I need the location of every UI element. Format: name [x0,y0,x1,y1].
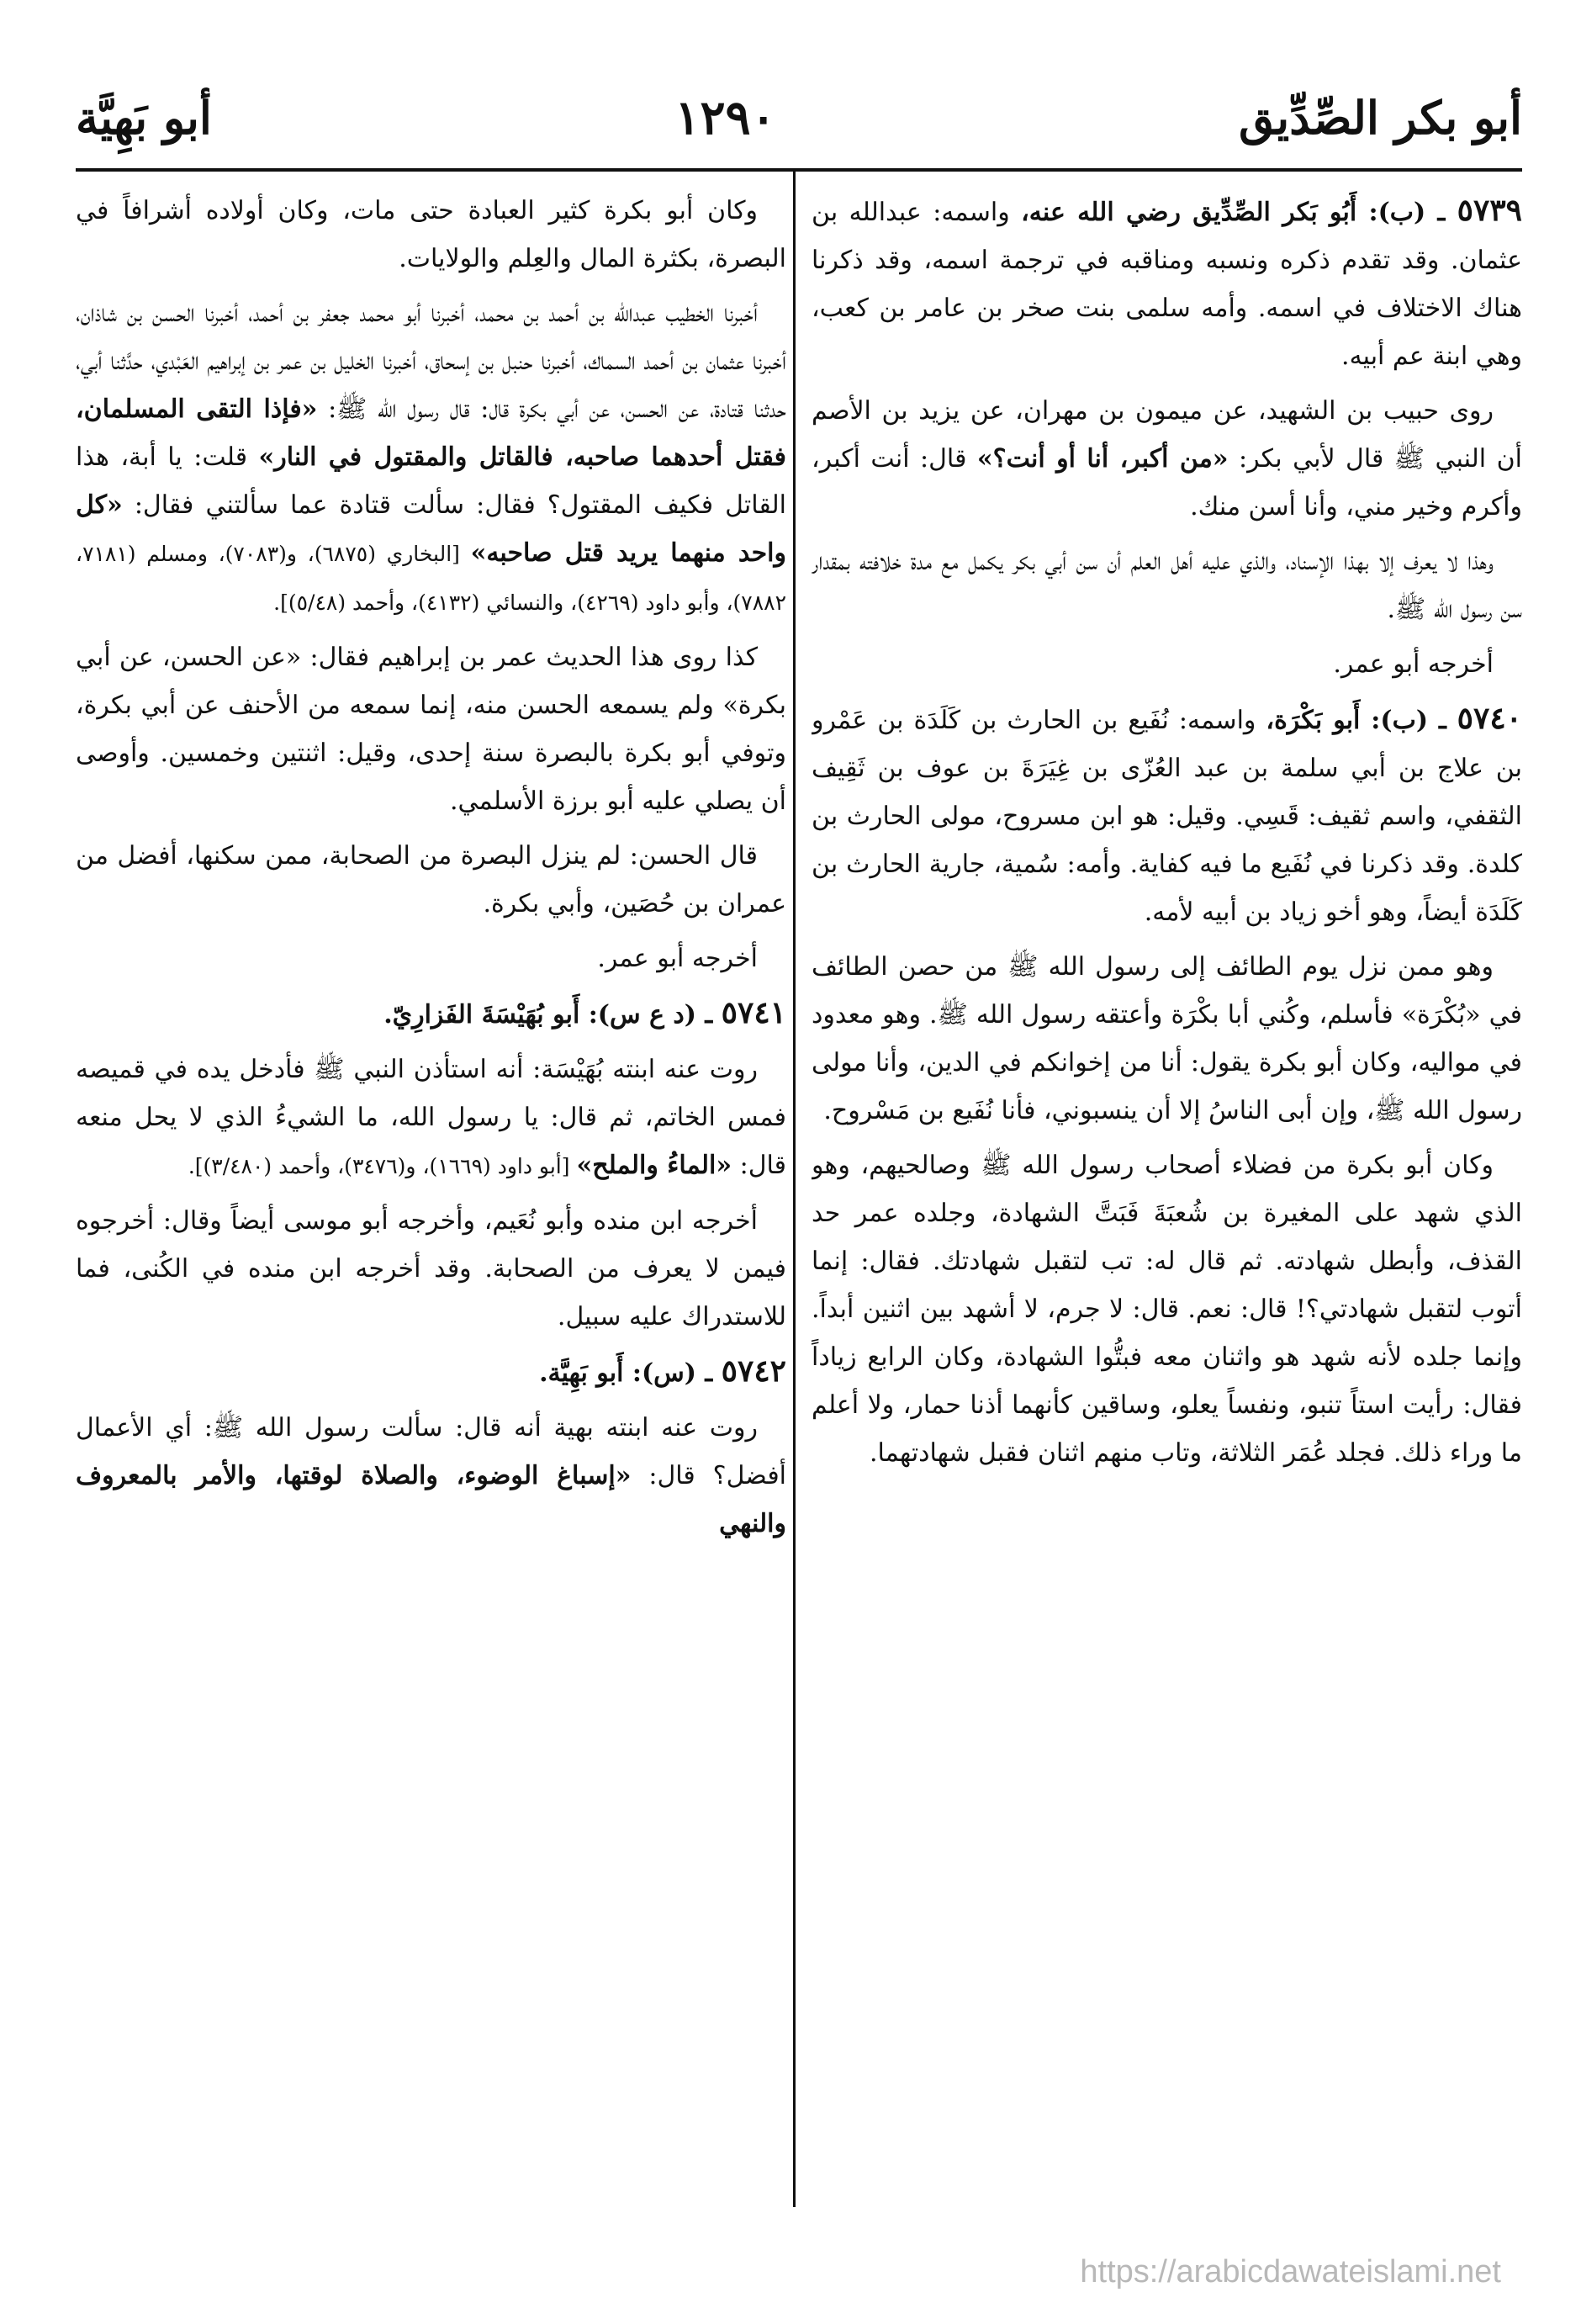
text-run: أخبرنا الخطيب عبدالله بن أحمد بن محمد، أخبرنا أبو محمد جعفر بن أحمد، أخبرنا الحسن بن شاذان، أخبرنا عثمان بن أحمد السماك، أخبرنا حنبل بن إسحاق، أخبرنا الخليل بن عمر بن إبراهيم العَبْدي، حدَّثنا أبي، حدثنا قتادة، عن الحسن، عن أبي بكرة قال: قال رسول الله ﷺ: [76,299,786,424]
paragraph [76,1046,786,1190]
entry-5740 [812,695,1522,936]
header-right-title: أبو بكر الصِّدِّيق [1239,91,1522,145]
hadith-quote: «إسباغ الوضوء، والصلاة لوقتها، والأمر بالمعروف والنهي [76,1461,786,1538]
entry-number: ٥٧٤٢ [721,1353,786,1389]
paragraph: أخرجه أبو عمر. [1333,649,1494,679]
paragraph: وهذا لا يعرف إلا بهذا الإسناد، والذي عليه أهل العلم أن سن أبي بكر يكمل مع مدة خلافته بمقدار سن رسول الله ﷺ. [812,547,1522,624]
watermark-url: https://arabicdawateislami.net [1080,2254,1501,2290]
header-left-title: أبو بَهِيَّة [76,91,212,145]
paragraph: كذا روى هذا الحديث عمر بن إبراهيم فقال: «عن الحسن، عن أبي بكرة» ولم يسمعه الحسن منه، إنما سمعه من الأحنف عن أبي بكرة، وتوفي أبو بكرة بالبصرة سنة إحدى، وقيل: اثنتين وخمسين. وأوصى أن يصلي عليه أبو برزة الأسلمي. [76,643,786,816]
entry-number: ٥٧٤٠ [1457,701,1522,736]
paragraph: أخرجه ابن منده وأبو نُعَيم، وأخرجه أبو موسى أيضاً وقال: أخرجوه فيمن لا يعرف من الصحابة. وقد أخرجه ابن منده في الكُنى، فما للاستدراك عليه سبيل. [76,1206,786,1331]
entry-5741 [76,989,786,1039]
text-run: روت عنه ابنته بُهَيْسَة: أنه استأذن النبي ﷺ فأدخل يده في قميصه فمس الخاتم، ثم قال: يا رسول الله، ما الشيءُ الذي لا يحل منعه قال: [76,1055,786,1180]
header-rule [76,168,1522,172]
citation: [أبو داود (١٦٦٩)، و(٣٤٧٦)، وأحمد (٣/٤٨٠)]. [188,1154,577,1178]
entry-text: واسمه: نُفَيع بن الحارث بن كَلَدَة بن عَمْرو بن علاج بن أبي سلمة بن عبد العُزّى بن غِيَرَةَ بن عوف بن ثَقِيف الثقفي، واسم ثقيف: قَسِي. وقيل: هو ابن مسروح، مولى الحارث بن كلدة. وقد ذكرنا في نُفَيع ما فيه كفاية. وأمه: سُمية، جارية الحارث بن كَلَدَة أيضاً، وهو أخو زياد بن أبيه لأمه. [812,706,1522,927]
paragraph: قال الحسن: لم ينزل البصرة من الصحابة، ممن سكنها، أفضل من عمران بن حُصَين، وأبي بكرة. [76,841,786,918]
entry-text: واسمه: عبدالله بن عثمان. وقد تقدم ذكره ونسبه ومناقبه في ترجمة اسمه، وقد ذكرنا هناك الاختلاف في اسمه. وأمه سلمى بنت صخر بن عامر بن كعب، وهي ابنة عم أبيه. [812,198,1522,371]
hadith-quote: «فإذا التقى المسلمان، فقتل أحدهما صاحبه، فالقاتل والمقتول في النار» [76,394,786,472]
paragraph [76,1404,786,1548]
entry-heading: ـ (ب): أَبو بَكْرَة، [1266,706,1457,735]
entry-5742 [76,1347,786,1397]
running-header [76,80,1522,156]
entry-number: ٥٧٣٩ [1457,193,1522,228]
text-run: روى حبيب بن الشهيد، عن ميمون بن مهران، عن يزيد بن الأصم أن النبي ﷺ قال لأبي بكر: [812,396,1522,474]
hadith-quote: «من أكبر، أنا أو أنت؟» [976,444,1229,474]
paragraph [76,289,786,627]
paragraph: وكان أبو بكرة كثير العبادة حتى مات، وكان أولاده أشرافاً في البصرة، بكثرة المال والعِلم والولايات. [76,196,786,273]
page-number: ١٢٩٠ [674,90,776,146]
entry-5739 [812,187,1522,380]
citation: [البخاري (٦٨٧٥)، و(٧٠٨٣)، ومسلم (٧١٨١، ٧٨٨٢)، وأبو داود (٤٢٦٩)، والنسائي (٤١٣٢)، وأحمد (٥/٤٨)]. [76,542,786,615]
hadith-quote: «كل واحد منهما يريد قتل صاحبه» [76,490,786,568]
entry-number: ٥٧٤١ [721,995,786,1030]
entry-heading: ـ (ب): أَبُو بَكر الصِّدِّيق رضي الله عنه، [1021,198,1457,227]
text-run: روت عنه ابنته بهية أنه قال: سألت رسول الله ﷺ: أي الأعمال أفضل؟ قال: [76,1413,786,1490]
paragraph: وكان أبو بكرة من فضلاء أصحاب رسول الله ﷺ وصالحيهم، وهو الذي شهد على المغيرة بن شُعبَةَ فَبَتَّ الشهادة، وجلده عمر حد القذف، وأبطل شهادته. ثم قال له: تب لتقبل شهادتك. فقال: إنما أتوب لتقبل شهادتي؟! قال: نعم. قال: لا جرم، لا أشهد بين اثنين أبداً. وإنما جلده لأنه شهد هو واثنان معه فبتُّوا الشهادة، وكان الرابع زياداً فقال: رأيت استاً تنبو، ونفساً يعلو، وساقين كأنهما أذنا حمار، ولا أعلم ما وراء ذلك. فجلد عُمَر الثلاثة، وتاب منهم اثنان فقبل شهادتهما. [812,1151,1522,1468]
hadith-quote: «الماءُ والملح» [576,1151,732,1180]
entry-heading: ـ (س): أَبو بَهِيَّة. [539,1358,722,1388]
text-run: قال: أنت أكبر، وأكرم وخير مني، وأنا أسن منك. [812,444,1522,521]
right-column [812,187,1522,2205]
column-divider [793,172,796,2207]
text-run: قلت: يا أبة، هذا القاتل فكيف المقتول؟ فقال: سألت قتادة عما سألتني فقال: [76,442,786,520]
paragraph [812,387,1522,531]
paragraph: أخرجه أبو عمر. [597,944,758,973]
paragraph: وهو ممن نزل يوم الطائف إلى رسول الله ﷺ من حصن الطائف في «بُكْرَة» فأسلم، وكُني أبا بكْرَة وأعتقه رسول الله ﷺ. وهو معدود في مواليه، وكان أبو بكرة يقول: أنا من إخوانكم في الدين، وأنا مولى رسول الله ﷺ، وإن أبى الناسُ إلا أن ينسبوني، فأنا نُفَيع بن مَسْروح. [812,952,1522,1125]
left-column [76,187,786,2205]
entry-heading: ـ (د ع س): أَبو بُهَيْسَةَ الفَزارِيّ. [383,1000,722,1030]
